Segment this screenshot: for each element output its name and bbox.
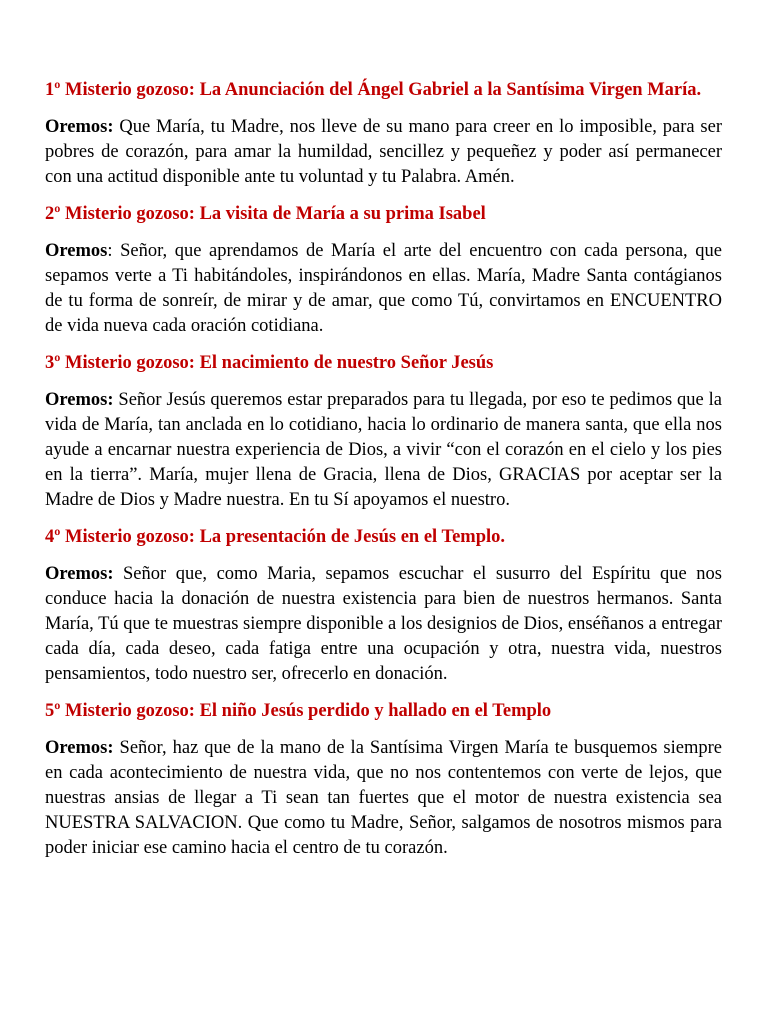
mystery-section-4 <box>45 525 722 687</box>
prayer-paragraph <box>45 736 722 861</box>
prayer-paragraph <box>45 115 722 190</box>
mystery-title: 1º Misterio gozoso: La Anunciación del Ángel Gabriel a la Santísima Virgen María. <box>45 80 702 100</box>
mystery-title: 4º Misterio gozoso: La presentación de Jesús en el Templo. <box>45 527 506 547</box>
mystery-section-3 <box>45 351 722 513</box>
prayer-lead: Oremos: <box>45 117 114 137</box>
mystery-section-2 <box>45 202 722 339</box>
prayer-text: Señor que, como Maria, sepamos escuchar el susurro del Espíritu que nos conduce hacia la donación de nuestra existencia para bien de nuestros hermanos. Santa María, Tú que te muestras siempre disponible a los designios de Dios, enséñanos a entregar cada día, cada deseo, cada fatiga entre una ocupación y otra, nuestra vida, nuestros pensamientos, todo nuestro ser, ofrecerlo en donación. <box>45 564 722 684</box>
mystery-title: 5º Misterio gozoso: El niño Jesús perdido y hallado en el Templo <box>45 701 552 721</box>
prayer-paragraph <box>45 562 722 687</box>
mystery-section-1 <box>45 78 722 190</box>
prayer-lead: Oremos <box>45 241 108 261</box>
prayer-text: Señor, haz que de la mano de la Santísima Virgen María te busquemos siempre en cada acontecimiento de nuestra vida, que no nos contentemos con verte de lejos, que nuestras ansias de llegar a Ti sean tan fuertes que el motor de nuestra existencia sea NUESTRA SALVACION. Que como tu Madre, Señor, salgamos de nosotros mismos para poder iniciar ese camino hacia el centro de tu corazón. <box>45 738 722 858</box>
prayer-lead: Oremos: <box>45 738 114 758</box>
prayer-lead: Oremos: <box>45 390 114 410</box>
mystery-title: 3º Misterio gozoso: El nacimiento de nuestro Señor Jesús <box>45 353 494 373</box>
prayer-lead: Oremos: <box>45 564 114 584</box>
prayer-paragraph <box>45 388 722 513</box>
prayer-text: Que María, tu Madre, nos lleve de su mano para creer en lo imposible, para ser pobres de corazón, para amar la humildad, sencillez y pequeñez y poder así permanecer con una actitud disponible ante tu voluntad y tu Palabra. Amén. <box>45 117 722 187</box>
prayer-text: : Señor, que aprendamos de María el arte del encuentro con cada persona, que sepamos verte a Ti habitándoles, inspirándonos en ellas. María, Madre Santa contágianos de tu forma de sonreír, de mirar y de amar, que como Tú, convirtamos en ENCUENTRO de vida nueva cada oración cotidiana. <box>45 241 722 336</box>
prayer-paragraph <box>45 239 722 339</box>
prayer-text: Señor Jesús queremos estar preparados para tu llegada, por eso te pedimos que la vida de María, tan anclada en lo cotidiano, hacia lo ordinario de manera santa, que ella nos ayude a encarnar nuestra experiencia de Dios, a vivir “con el corazón en el cielo y los pies en la tierra”. María, mujer llena de Gracia, llena de Dios, GRACIAS por aceptar ser la Madre de Dios y Madre nuestra. En tu Sí apoyamos el nuestro. <box>45 390 722 510</box>
mystery-title: 2º Misterio gozoso: La visita de María a su prima Isabel <box>45 204 486 224</box>
mystery-section-5 <box>45 699 722 861</box>
